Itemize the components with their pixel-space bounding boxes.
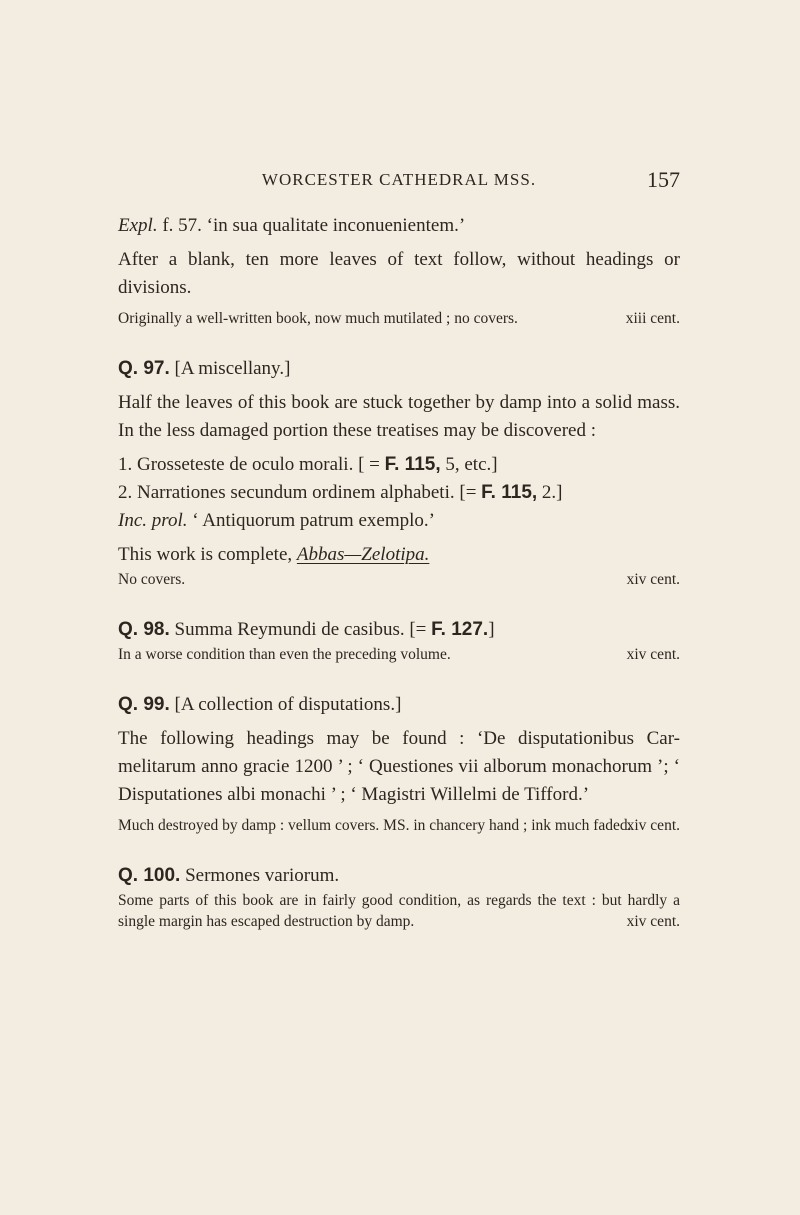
- q97-covers: No covers.: [118, 571, 186, 588]
- q97-inc-text: ‘ Antiquorum patrum exemplo.’: [187, 510, 435, 531]
- q98-title: Summa Reymundi de casibus. [=: [169, 619, 432, 640]
- q97-complete-line: [118, 541, 680, 569]
- q97-heading: [118, 355, 680, 383]
- expl-label: Expl.: [118, 215, 158, 236]
- q97-date: xiv cent.: [626, 571, 680, 588]
- page-number: 157: [647, 167, 680, 192]
- expl-text: f. 57. ‘in sua qualitate inconuenientem.’: [157, 215, 466, 236]
- q98-title-post: ]: [488, 619, 495, 640]
- q99-heading: [118, 691, 680, 719]
- q99-date: xiv cent.: [626, 817, 680, 834]
- page-content: [118, 212, 680, 932]
- q97-complete-text: This work is complete,: [118, 544, 297, 565]
- q97-item-2-ref: F. 115,: [481, 482, 538, 503]
- q97-item-2-post: 2.]: [537, 482, 563, 503]
- q97-item-1-post: 5, etc.]: [440, 454, 498, 475]
- q97-item-1: [118, 451, 680, 479]
- q97-title: [A miscellany.]: [169, 358, 291, 379]
- q100-title: Sermones variorum.: [180, 865, 340, 886]
- q99-title: [A collection of disputations.]: [169, 694, 402, 715]
- originally-text: Originally a well-written book, now much mutilated ; no covers.: [118, 310, 518, 327]
- q98-note: In a worse condition than even the preceding volume.: [118, 646, 451, 663]
- q98-date: xiv cent.: [626, 646, 680, 663]
- q99-ref: Q. 99.: [118, 694, 170, 715]
- q100-heading: [118, 862, 680, 890]
- originally-line: [118, 308, 680, 329]
- q97-item-2-text: 2. Narrationes secundum ordinem alphabeti. [=: [118, 482, 482, 503]
- q98-title-ref: F. 127.: [431, 619, 489, 640]
- q97-covers-line: [118, 569, 680, 590]
- q98-heading: [118, 616, 680, 644]
- q100-ref: Q. 100.: [118, 865, 181, 886]
- expl-line: [118, 212, 680, 240]
- after-blank-paragraph: After a blank, ten more leaves of text follow, without headings or divisions.: [118, 249, 680, 298]
- q98-ref: Q. 98.: [118, 619, 170, 640]
- q99-paragraph: The following headings may be found : ‘De disputationibus Car-melitarum anno gracie 1200 ’ ; ‘ Questiones vii alborum monachorum ’; ‘ Disputationes albi monachi ’ ; ‘ Magistri Willelmi de Tifford.’: [118, 728, 680, 805]
- q97-item-2: [118, 479, 680, 507]
- q100-note: Some parts of this book are in fairly good condition, as regards the text : but hardly a single margin has escaped destruction by damp.: [118, 892, 680, 930]
- q100-date: xiv cent.: [626, 913, 680, 930]
- q97-inc-label: Inc. prol.: [118, 510, 188, 531]
- q97-complete-title: Abbas—Zelotipa.: [296, 544, 430, 565]
- q98-note-line: [118, 644, 680, 665]
- q97-item-1-ref: F. 115,: [384, 454, 441, 475]
- running-head-title: WORCESTER CATHEDRAL MSS.: [261, 170, 537, 189]
- q97-incipit: [118, 507, 680, 535]
- q97-paragraph: Half the leaves of this book are stuck together by damp into a solid mass. In the less damaged portion these treatises may be discovered :: [118, 392, 680, 441]
- q97-item-1-text: 1. Grosseteste de oculo morali. [ =: [118, 454, 385, 475]
- q99-note: Much destroyed by damp : vellum covers. MS. in chancery hand ; ink much faded.: [118, 817, 632, 834]
- q97-ref: Q. 97.: [118, 358, 170, 379]
- originally-date: xiii cent.: [625, 310, 680, 327]
